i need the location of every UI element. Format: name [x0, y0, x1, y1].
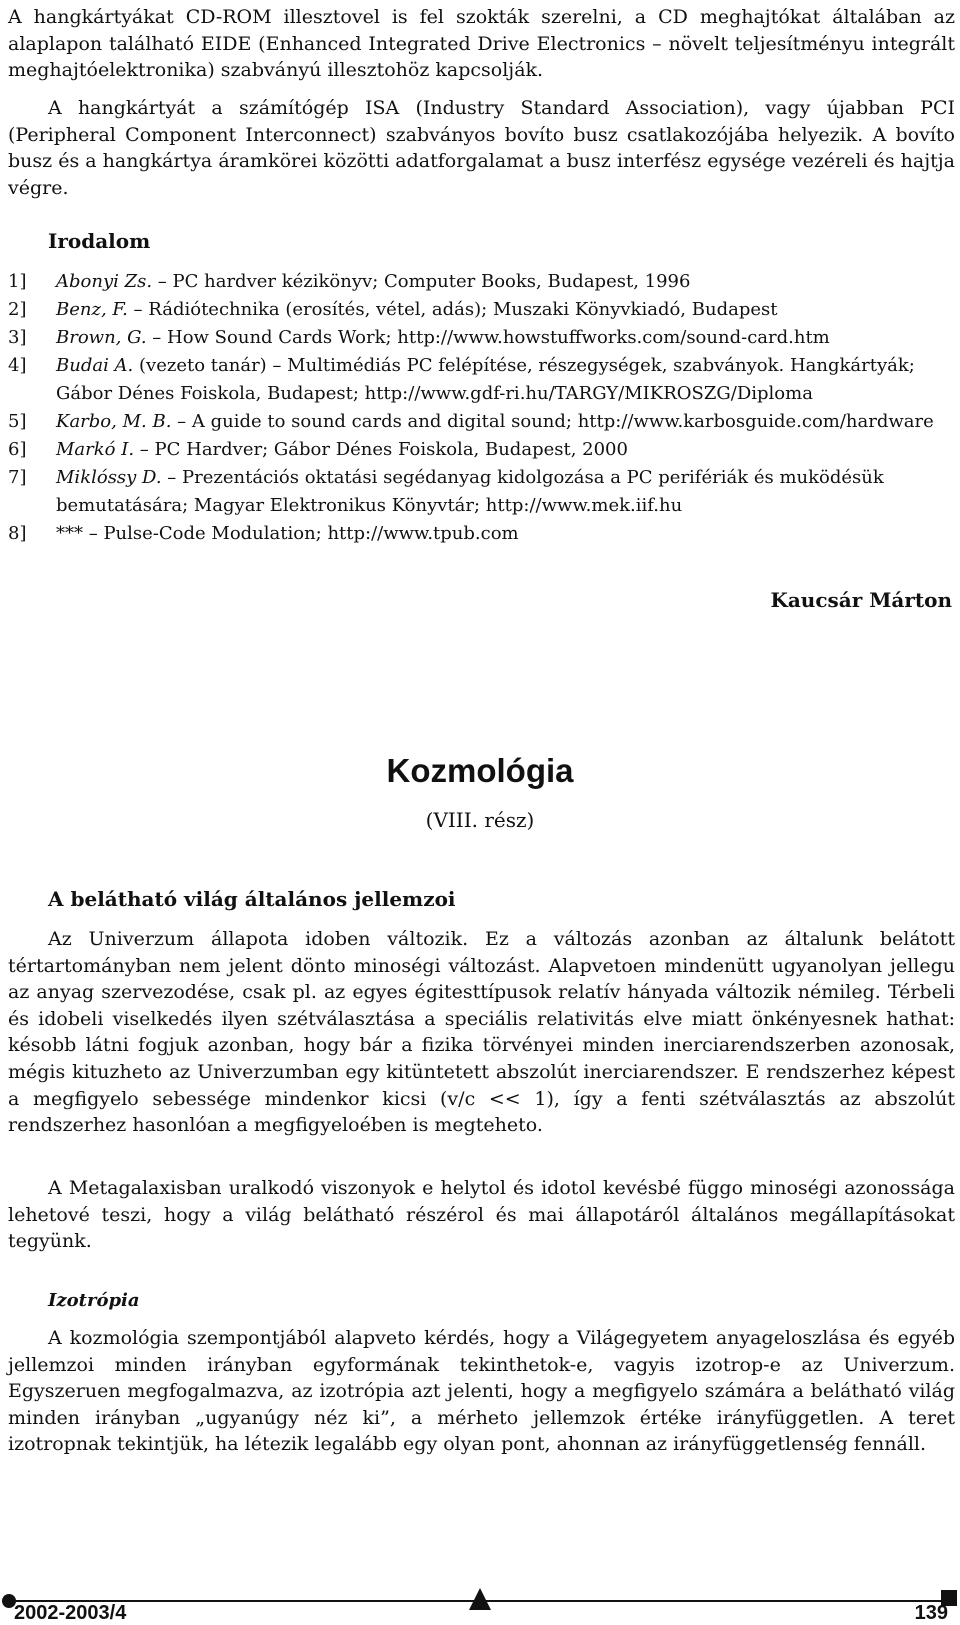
reference-item — [8, 464, 958, 520]
subsection-heading: Izotrópia — [48, 1290, 140, 1311]
reference-text: (vezeto tanár) – Multimédiás PC felépítése, részegységek, szabványok. Hangkártyák; Gábor Dénes Foiskola, Budapest; http://www.gdf-ri.hu/TARGY/MIKROSZG/Diploma — [56, 355, 915, 404]
reference-number: 7] — [8, 467, 27, 488]
reference-text: – Prezentációs oktatási segédanyag kidolgozása a PC perifériák és muködésük bemutatására; Magyar Elektronikus Könyvtár; http://www.mek.iif.hu — [56, 467, 884, 516]
reference-number: 2] — [8, 299, 27, 320]
author-signature: Kaucsár Márton — [770, 588, 952, 612]
reference-text: – A guide to sound cards and digital sound; http://www.karbosguide.com/hardware — [171, 411, 934, 432]
reference-item — [8, 520, 958, 548]
triangle-marker-icon — [469, 1588, 491, 1610]
section-heading: A belátható világ általános jellemzoi — [48, 887, 456, 911]
reference-item — [8, 296, 958, 324]
page-number: 139 — [914, 1602, 948, 1624]
reference-number: 8] — [8, 523, 27, 544]
reference-item — [8, 268, 958, 296]
article-paragraph-2: A Metagalaxisban uralkodó viszonyok e helytol és idotol kevésbé függo minoségi azonossága lehetové teszi, hogy a világ belátható részérol és mai állapotáról általános megállapításokat tegyünk. — [8, 1177, 955, 1253]
reference-author: Brown, G. — [56, 327, 147, 348]
article-paragraph-1: Az Univerzum állapota idoben változik. Ez a változás azonban az általunk belátott tértartományban nem jelent dönto minoségi változást. Alapvetoen mindenütt ugyanolyan jellegu az anyag szervezodése, csak pl. az egyes égitesttípusok relatív hányada változik némileg. Térbeli és idobeli viselkedés ilyen szétválasztása a speciális relativitás elve miatt önkényesnek hathat: késobb látni fogjuk azonban, hogy bár a fizika törvényei minden inerciarendszerben azonosak, mégis kituzheto az Univerzumban egy kitüntetett abszolút inerciarendszer. E rendszerhez képest a megfigyelo sebessége mindenkor kicsi (v/c << 1), így a fenti szétválasztás az abszolút rendszerhez hasonlóan a megfigyeloében is megteheto. — [8, 928, 955, 1137]
reference-text: – How Sound Cards Work; http://www.howstuffworks.com/sound-card.htm — [146, 327, 830, 348]
reference-author: Miklóssy D. — [56, 467, 162, 488]
article-paragraph-3: A kozmológia szempontjából alapveto kérdés, hogy a Világegyetem anyageloszlása és egyéb jellemzoi minden irányban egyformának tekinthetok-e, vagyis izotrop-e az Univerzum. Egyszeruen megfogalmazva, az izotrópia azt jelenti, hogy a megfigyelo számára a belátható világ minden irányban „ugyanúgy néz ki”, a mérheto jellemzok értéke irányfüggetlen. A teret izotropnak tekintjük, ha létezik legalább egy olyan pont, ahonnan az irányfüggetlenség fennáll. — [8, 1327, 955, 1456]
issue-number: 2002-2003/4 — [14, 1602, 127, 1624]
reference-item — [8, 352, 958, 408]
reference-author: Budai A. — [56, 355, 134, 376]
references-heading: Irodalom — [48, 229, 151, 253]
reference-text: – PC hardver kézikönyv; Computer Books, Budapest, 1996 — [152, 271, 691, 292]
reference-item — [8, 436, 958, 464]
reference-number: 1] — [8, 271, 27, 292]
reference-number: 4] — [8, 355, 27, 376]
article-title: Kozmológia — [386, 752, 574, 789]
reference-item — [8, 324, 958, 352]
reference-text: – PC Hardver; Gábor Dénes Foiskola, Budapest, 2000 — [134, 439, 628, 460]
reference-text: *** – Pulse-Code Modulation; http://www.tpub.com — [56, 523, 519, 544]
reference-number: 5] — [8, 411, 27, 432]
reference-number: 6] — [8, 439, 27, 460]
intro-paragraph-2: A hangkártyát a számítógép ISA (Industry Standard Association), vagy újabban PCI (Peripheral Component Interconnect) szabványos bovíto busz csatlakozójába helyezik. A bovíto busz és a hangkártya áramkörei közötti adatforgalamat a busz interfész egysége vezéreli és hajtja végre. — [8, 97, 955, 199]
intro-paragraph-1: A hangkártyákat CD-ROM illesztovel is fel szokták szerelni, a CD meghajtókat általában az alaplapon található EIDE (Enhanced Integrated Drive Electronics – növelt teljesítményu integrált meghajtóelektronika) szabványú illesztohöz kapcsolják. — [8, 6, 955, 82]
references-list — [8, 268, 958, 548]
reference-author: Benz, F. — [56, 299, 128, 320]
article-subtitle: (VIII. rész) — [425, 808, 535, 832]
reference-item — [8, 408, 958, 436]
reference-author: Markó I. — [56, 439, 135, 460]
reference-author: Karbo, M. B. — [56, 411, 172, 432]
reference-author: Abonyi Zs. — [56, 271, 153, 292]
reference-text: – Rádiótechnika (erosítés, vétel, adás); Muszaki Könyvkiadó, Budapest — [127, 299, 778, 320]
reference-number: 3] — [8, 327, 27, 348]
